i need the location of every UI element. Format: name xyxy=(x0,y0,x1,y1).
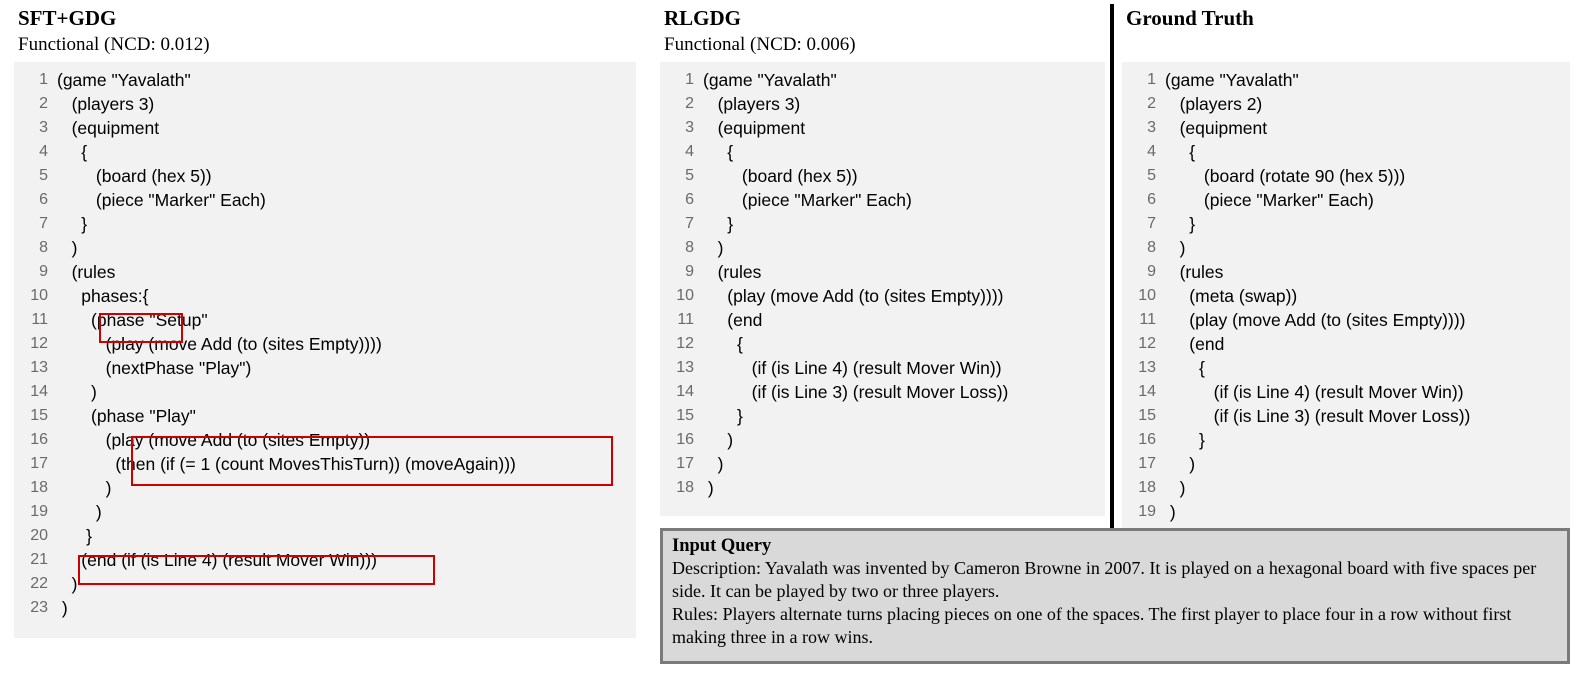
line-number: 2 xyxy=(1147,95,1156,112)
line-number: 18 xyxy=(30,479,48,496)
line-text: (piece "Marker" Each) xyxy=(703,190,912,210)
code-block-ground-truth xyxy=(1122,62,1570,540)
code-line xyxy=(14,92,636,116)
code-line xyxy=(660,308,1105,332)
code-line xyxy=(14,116,636,140)
column-subtitle-ground-truth xyxy=(1126,33,1570,56)
line-number: 9 xyxy=(1147,263,1156,280)
line-number: 2 xyxy=(685,95,694,112)
line-text: ) xyxy=(57,574,78,594)
line-text: { xyxy=(1165,358,1205,378)
line-number: 15 xyxy=(30,407,48,424)
code-block-sft-gdg xyxy=(14,62,636,638)
column-subtitle-sft-gdg: Functional (NCD: 0.012) xyxy=(18,34,210,55)
column-title-ground-truth: Ground Truth xyxy=(1126,6,1254,30)
code-line xyxy=(1122,356,1570,380)
code-line xyxy=(14,596,636,620)
code-line xyxy=(660,236,1105,260)
line-text: (rules xyxy=(57,262,116,282)
code-line xyxy=(14,260,636,284)
line-text: } xyxy=(703,406,743,426)
code-line xyxy=(14,548,636,572)
line-text: ) xyxy=(1165,238,1186,258)
code-line xyxy=(14,500,636,524)
line-number: 1 xyxy=(1147,71,1156,88)
column-title-sft-gdg: SFT+GDG xyxy=(18,6,117,30)
code-line xyxy=(14,524,636,548)
line-text: (if (is Line 4) (result Mover Win)) xyxy=(703,358,1002,378)
code-line xyxy=(660,140,1105,164)
code-line xyxy=(1122,404,1570,428)
code-line xyxy=(660,92,1105,116)
input-query-rules: Rules: Players alternate turns placing pieces on one of the spaces. The first player to place four in a row without first making three in a row wins. xyxy=(672,604,1512,647)
line-text: (play (move Add (to (sites Empty)))) xyxy=(57,334,382,354)
line-text: (phase "Play" xyxy=(57,406,196,426)
line-number: 4 xyxy=(1147,143,1156,160)
line-number: 11 xyxy=(31,311,48,328)
column-title-rlgdg: RLGDG xyxy=(664,6,742,30)
code-line xyxy=(660,284,1105,308)
line-number: 4 xyxy=(685,143,694,160)
code-line xyxy=(14,356,636,380)
line-text: (play (move Add (to (sites Empty)))) xyxy=(703,286,1004,306)
line-text: (then (if (= 1 (count MovesThisTurn)) (moveAgain))) xyxy=(57,454,516,474)
code-line xyxy=(14,140,636,164)
line-number: 17 xyxy=(30,455,48,472)
line-text: (if (is Line 4) (result Mover Win)) xyxy=(1165,382,1464,402)
line-text: (equipment xyxy=(703,118,806,138)
code-line xyxy=(660,260,1105,284)
line-text: (phase "Setup" xyxy=(57,310,208,330)
line-number: 4 xyxy=(39,143,48,160)
line-number: 13 xyxy=(1138,359,1156,376)
code-line xyxy=(660,164,1105,188)
line-number: 13 xyxy=(30,359,48,376)
line-number: 15 xyxy=(676,407,694,424)
line-text: (players 3) xyxy=(703,94,801,114)
line-number: 3 xyxy=(685,119,694,136)
code-line xyxy=(660,116,1105,140)
line-text: } xyxy=(57,526,93,546)
code-line xyxy=(14,308,636,332)
line-text: { xyxy=(57,142,88,162)
line-number: 12 xyxy=(30,335,48,352)
line-number: 9 xyxy=(39,263,48,280)
input-query-title: Input Query xyxy=(672,536,772,556)
line-number: 7 xyxy=(1147,215,1156,232)
line-text: ) xyxy=(57,478,112,498)
line-text: (players 2) xyxy=(1165,94,1263,114)
line-number: 8 xyxy=(685,239,694,256)
line-text: { xyxy=(703,334,743,354)
code-line xyxy=(14,572,636,596)
line-text: (piece "Marker" Each) xyxy=(1165,190,1374,210)
line-number: 17 xyxy=(676,455,694,472)
line-text: (if (is Line 3) (result Mover Loss)) xyxy=(703,382,1009,402)
line-number: 3 xyxy=(39,119,48,136)
line-text: (rules xyxy=(1165,262,1224,282)
code-line xyxy=(660,356,1105,380)
code-line xyxy=(14,452,636,476)
code-line xyxy=(1122,428,1570,452)
code-line xyxy=(14,188,636,212)
line-text: (play (move Add (to (sites Empty)) xyxy=(57,430,371,450)
code-line xyxy=(660,428,1105,452)
line-text: ) xyxy=(1165,502,1176,522)
line-text: ) xyxy=(1165,478,1186,498)
line-number: 17 xyxy=(1138,455,1156,472)
line-number: 9 xyxy=(685,263,694,280)
line-number: 7 xyxy=(39,215,48,232)
line-text: (if (is Line 3) (result Mover Loss)) xyxy=(1165,406,1471,426)
line-number: 21 xyxy=(30,551,48,568)
line-number: 18 xyxy=(676,479,694,496)
line-number: 20 xyxy=(30,527,48,544)
code-line xyxy=(660,332,1105,356)
line-number: 1 xyxy=(39,71,48,88)
line-text: (equipment xyxy=(57,118,160,138)
line-number: 11 xyxy=(677,311,694,328)
code-line xyxy=(1122,284,1570,308)
code-line xyxy=(1122,92,1570,116)
line-number: 18 xyxy=(1138,479,1156,496)
line-number: 19 xyxy=(1138,503,1156,520)
code-line xyxy=(14,332,636,356)
code-line xyxy=(14,380,636,404)
line-number: 16 xyxy=(1138,431,1156,448)
line-text: (nextPhase "Play") xyxy=(57,358,252,378)
code-line xyxy=(1122,452,1570,476)
line-text: (equipment xyxy=(1165,118,1268,138)
line-text: ) xyxy=(57,382,97,402)
code-line xyxy=(660,212,1105,236)
line-text: } xyxy=(703,214,734,234)
code-line xyxy=(1122,476,1570,500)
code-line xyxy=(14,476,636,500)
code-line xyxy=(660,476,1105,500)
code-line xyxy=(14,212,636,236)
line-number: 1 xyxy=(685,71,694,88)
line-number: 16 xyxy=(30,431,48,448)
line-text: (end xyxy=(1165,334,1225,354)
column-rlgdg xyxy=(660,0,1105,516)
line-text: phases:{ xyxy=(57,286,149,306)
line-text: (end (if (is Line 4) (result Mover Win))) xyxy=(57,550,377,570)
code-line xyxy=(660,380,1105,404)
code-line xyxy=(14,428,636,452)
line-text: (board (hex 5)) xyxy=(703,166,858,186)
code-line xyxy=(660,404,1105,428)
line-number: 14 xyxy=(1138,383,1156,400)
line-number: 10 xyxy=(30,287,48,304)
input-query-panel xyxy=(660,528,1570,664)
code-line xyxy=(1122,380,1570,404)
line-number: 11 xyxy=(1139,311,1156,328)
line-number: 7 xyxy=(685,215,694,232)
line-number: 13 xyxy=(676,359,694,376)
code-line xyxy=(1122,260,1570,284)
line-number: 5 xyxy=(39,167,48,184)
code-line xyxy=(1122,188,1570,212)
code-line xyxy=(660,68,1105,92)
line-number: 16 xyxy=(676,431,694,448)
line-text: (players 3) xyxy=(57,94,155,114)
line-text: ) xyxy=(703,430,734,450)
code-line xyxy=(1122,500,1570,524)
line-text: (play (move Add (to (sites Empty)))) xyxy=(1165,310,1466,330)
line-number: 6 xyxy=(685,191,694,208)
line-number: 5 xyxy=(685,167,694,184)
column-subtitle-rlgdg: Functional (NCD: 0.006) xyxy=(664,34,856,55)
line-text: ) xyxy=(703,454,724,474)
code-line xyxy=(1122,68,1570,92)
code-line xyxy=(14,236,636,260)
line-number: 23 xyxy=(30,599,48,616)
column-ground-truth xyxy=(1122,0,1570,540)
column-sft-gdg xyxy=(14,0,636,638)
line-number: 14 xyxy=(676,383,694,400)
line-text: ) xyxy=(57,502,102,522)
code-line xyxy=(1122,236,1570,260)
code-line xyxy=(660,452,1105,476)
code-line xyxy=(14,164,636,188)
code-line xyxy=(1122,164,1570,188)
input-query-description: Description: Yavalath was invented by Cameron Browne in 2007. It is played on a hexagonal board with five spaces per side. It can be played by two or three players. xyxy=(672,558,1537,601)
line-text: ) xyxy=(57,238,78,258)
line-number: 3 xyxy=(1147,119,1156,136)
code-line xyxy=(1122,116,1570,140)
code-line xyxy=(14,68,636,92)
line-text: (rules xyxy=(703,262,762,282)
line-text: (board (rotate 90 (hex 5))) xyxy=(1165,166,1406,186)
line-number: 12 xyxy=(676,335,694,352)
line-number: 15 xyxy=(1138,407,1156,424)
line-text: ) xyxy=(703,478,714,498)
line-text: (end xyxy=(703,310,763,330)
line-number: 8 xyxy=(39,239,48,256)
line-text: } xyxy=(57,214,88,234)
code-block-rlgdg xyxy=(660,62,1105,516)
line-text: (board (hex 5)) xyxy=(57,166,212,186)
code-line xyxy=(1122,140,1570,164)
line-text: } xyxy=(1165,430,1205,450)
column-divider xyxy=(1110,4,1114,528)
line-number: 5 xyxy=(1147,167,1156,184)
line-number: 10 xyxy=(1138,287,1156,304)
line-number: 6 xyxy=(39,191,48,208)
code-line xyxy=(1122,332,1570,356)
line-number: 22 xyxy=(30,575,48,592)
line-text: (game "Yavalath" xyxy=(57,70,191,90)
line-number: 12 xyxy=(1138,335,1156,352)
code-line xyxy=(14,404,636,428)
line-text: ) xyxy=(703,238,724,258)
line-number: 8 xyxy=(1147,239,1156,256)
line-number: 19 xyxy=(30,503,48,520)
line-number: 6 xyxy=(1147,191,1156,208)
line-text: } xyxy=(1165,214,1196,234)
line-text: ) xyxy=(1165,454,1196,474)
code-line xyxy=(1122,308,1570,332)
code-line xyxy=(660,188,1105,212)
line-text: (meta (swap)) xyxy=(1165,286,1298,306)
code-line xyxy=(1122,212,1570,236)
line-number: 14 xyxy=(30,383,48,400)
line-number: 10 xyxy=(676,287,694,304)
line-text: ) xyxy=(57,598,68,618)
line-text: (piece "Marker" Each) xyxy=(57,190,266,210)
line-text: (game "Yavalath" xyxy=(1165,70,1299,90)
line-text: (game "Yavalath" xyxy=(703,70,837,90)
line-text: { xyxy=(1165,142,1196,162)
code-line xyxy=(14,284,636,308)
line-number: 2 xyxy=(39,95,48,112)
line-text: { xyxy=(703,142,734,162)
